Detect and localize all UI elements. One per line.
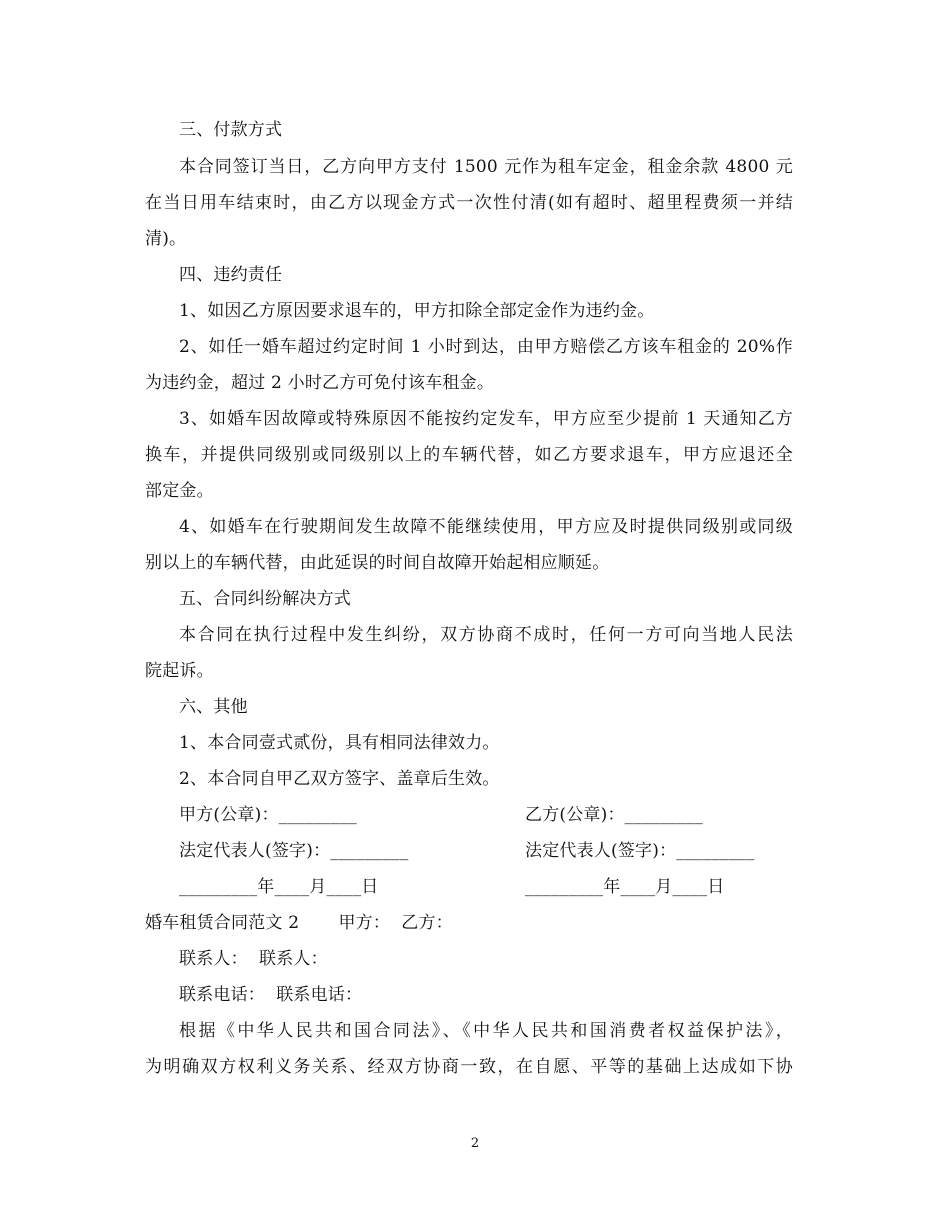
paragraph-line: 别以上的车辆代替，由此延误的时间自故障开始起相应顺延。 [145,553,610,573]
paragraph-line: 为违约金，超过 2 小时乙方可免付该车租金。 [145,373,495,393]
paragraph-line: 2、如任一婚车超过约定时间 1 小时到达，由甲方赔偿乙方该车租金的 20%作 [179,337,793,357]
paragraph-line: 为明确双方权利义务关系、经双方协商一致，在自愿、平等的基础上达成如下协 [145,1057,793,1077]
paragraph-line: 本合同在执行过程中发生纠纷，双方协商不成时，任何一方可向当地人民法 [179,625,793,645]
paragraph-line: 清)。 [145,229,187,249]
paragraph-line: 4、如婚车在行驶期间发生故障不能继续使用，甲方应及时提供同级别或同级 [179,517,793,537]
paragraph-line: 部定金。 [145,481,214,501]
phone-line: 联系电话： 联系电话： [179,985,363,1005]
section-heading-payment: 三、付款方式 [179,120,283,140]
page-number: 2 [470,1136,480,1151]
paragraph-line: 院起诉。 [145,661,214,681]
party-a-date-field: _________年____月____日 [179,877,379,897]
paragraph-line: 1、本合同壹式贰份，具有相同法律效力。 [179,733,500,753]
paragraph-line: 2、本合同自甲乙双方签字、盖章后生效。 [179,769,500,789]
paragraph-line: 在当日用车结束时，由乙方以现金方式一次性付清(如有超时、超里程费须一并结 [145,193,793,213]
contact-line: 联系人： 联系人： [179,949,328,969]
paragraph-line: 本合同签订当日，乙方向甲方支付 1500 元作为租车定金，租金余款 4800 元 [179,157,793,177]
paragraph-line: 3、如婚车因故障或特殊原因不能按约定发车，甲方应至少提前 1 天通知乙方 [179,409,793,429]
template2-title: 婚车租赁合同范文 2 甲方： 乙方： [145,913,453,933]
section-heading-dispute: 五、合同纠纷解决方式 [179,589,351,609]
party-a-seal-field: 甲方(公章)：_________ [179,805,357,825]
section-heading-liability: 四、违约责任 [179,265,283,285]
party-b-seal-field: 乙方(公章)：_________ [525,805,703,825]
party-a-representative-field: 法定代表人(签字)：_________ [179,841,409,861]
paragraph-line: 换车，并提供同级别或同级别以上的车辆代替，如乙方要求退车，甲方应退还全 [145,445,793,465]
party-b-date-field: _________年____月____日 [525,877,725,897]
section-heading-other: 六、其他 [179,697,248,717]
paragraph-line: 根据《中华人民共和国合同法》、《中华人民共和国消费者权益保护法》， [179,1021,793,1041]
paragraph-line: 1、如因乙方原因要求退车的，甲方扣除全部定金作为违约金。 [179,301,655,321]
party-b-representative-field: 法定代表人(签字)：_________ [525,841,755,861]
